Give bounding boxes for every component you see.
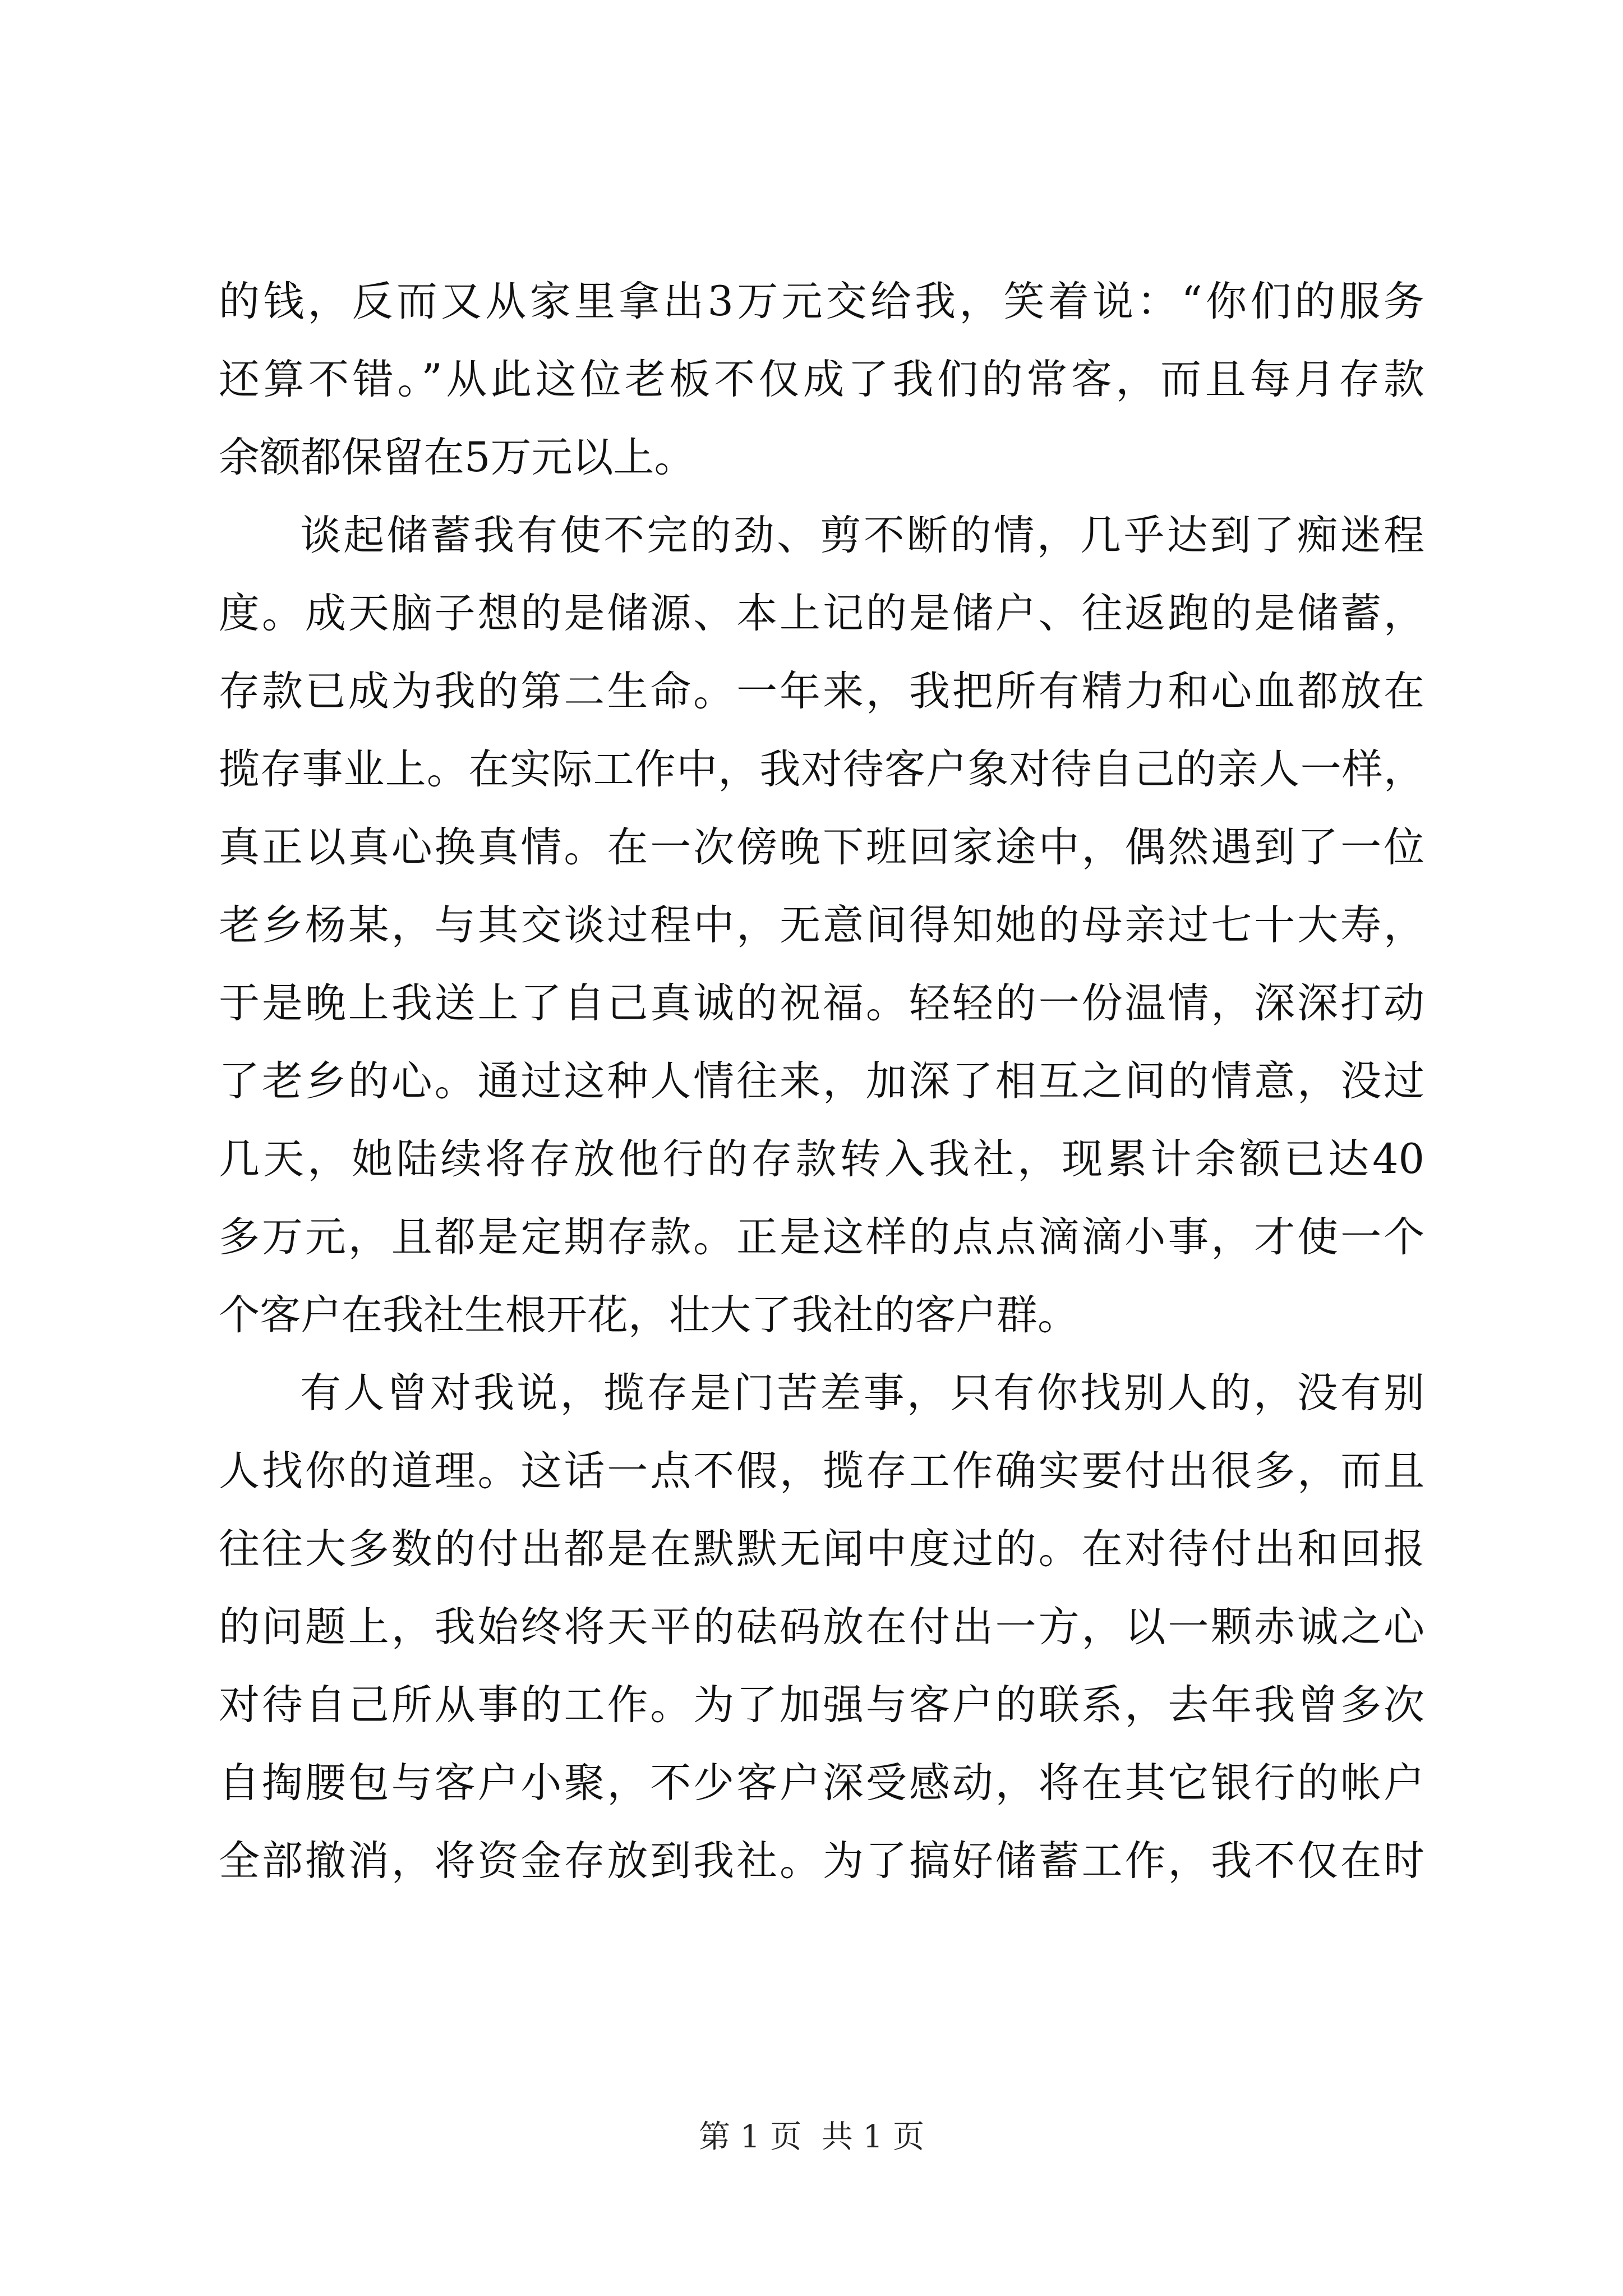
text-line: 的钱，反而又从家里拿出3万元交给我，笑着说：“你们的服务 bbox=[219, 278, 1424, 325]
text-line: 于是晚上我送上了自己真诚的祝福。轻轻的一份温情，深深打动 bbox=[219, 979, 1424, 1027]
text-line: 真正以真心换真情。在一次傍晚下班回家途中，偶然遇到了一位 bbox=[219, 823, 1424, 871]
text-line: 余额都保留在5万元以上。 bbox=[219, 434, 695, 481]
text-line: 还算不错。”从此这位老板不仅成了我们的常客，而且每月存款 bbox=[219, 356, 1424, 403]
text-line: 存款已成为我的第二生命。一年来，我把所有精力和心血都放在 bbox=[219, 668, 1424, 715]
text-line: 几天，她陆续将存放他行的存款转入我社，现累计余额已达40 bbox=[219, 1135, 1424, 1183]
body-text bbox=[219, 263, 1424, 1900]
paragraph-first-line: 有人曾对我说，揽存是门苦差事，只有你找别人的，没有别 bbox=[300, 1369, 1424, 1417]
page-footer: 第 1 页 共 1 页 bbox=[698, 2119, 925, 2155]
text-line: 对待自己所从事的工作。为了加强与客户的联系，去年我曾多次 bbox=[219, 1681, 1424, 1729]
text-line: 个客户在我社生根开花，壮大了我社的客户群。 bbox=[219, 1291, 1078, 1339]
text-line: 人找你的道理。这话一点不假，揽存工作确实要付出很多，而且 bbox=[219, 1447, 1424, 1495]
text-line: 老乡杨某，与其交谈过程中，无意间得知她的母亲过七十大寿， bbox=[219, 901, 1424, 949]
text-line: 了老乡的心。通过这种人情往来，加深了相互之间的情意，没过 bbox=[219, 1057, 1424, 1105]
paragraph-first-line: 谈起储蓄我有使不完的劲、剪不断的情，几乎达到了痴迷程 bbox=[300, 512, 1424, 559]
text-line: 的问题上，我始终将天平的砝码放在付出一方，以一颗赤诚之心 bbox=[219, 1603, 1424, 1651]
text-line: 揽存事业上。在实际工作中，我对待客户象对待自己的亲人一样， bbox=[219, 746, 1424, 793]
text-line: 全部撤消，将资金存放到我社。为了搞好储蓄工作，我不仅在时 bbox=[219, 1837, 1424, 1885]
text-line: 多万元，且都是定期存款。正是这样的点点滴滴小事，才使一个 bbox=[219, 1213, 1424, 1261]
text-line: 度。成天脑子想的是储源、本上记的是储户、往返跑的是储蓄， bbox=[219, 590, 1424, 637]
text-line: 往往大多数的付出都是在默默无闻中度过的。在对待付出和回报 bbox=[219, 1525, 1424, 1573]
text-line: 自掏腰包与客户小聚，不少客户深受感动，将在其它银行的帐户 bbox=[219, 1759, 1424, 1807]
